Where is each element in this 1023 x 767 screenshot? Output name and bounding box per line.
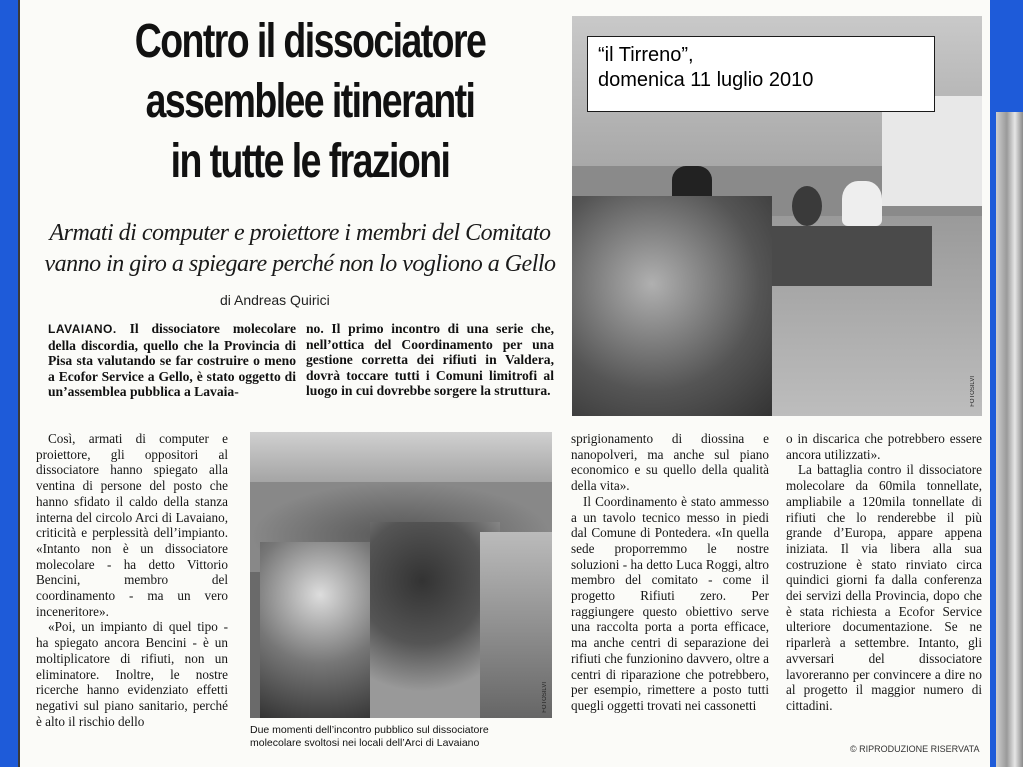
body-paragraph: Il Coordinamento è stato ammesso a un tavolo tecnico messo in piedi dal Comune di Pontedera. «In quella sede proporremmo le nostre soluzioni - ha detto Luca Roggi, altro membro del comitato - come il progetto Rifiuti zero. Per raggiungere questo obiettivo serve una raccolta porta a porta efficace, ma anche centri di separazione dei rifiuti che funzionino davvero, oltre a centri di riparazione che potrebbero, per esempio, rimettere a posto tutti quegli oggetti trovati nei cassonetti: [571, 493, 769, 713]
headline-line-1: Contro il dissociatore: [134, 15, 486, 68]
subheadline-line-2: vanno in giro a spiegare perché non lo vogliono a Gello: [44, 251, 556, 277]
photo-caption: [250, 724, 560, 750]
body-paragraph: «Poi, un impianto di quel tipo - ha spiegato ancora Bencini - è un moltiplicatore di rifiuti, non un eliminatore. Inoltre, le nostre ricerche hanno evidenziato effetti negativi sul piano sanitario, perché è alto il rischio dello: [36, 619, 228, 729]
photo-audience: [250, 432, 552, 718]
lead-kicker: LAVAIANO.: [48, 322, 117, 336]
slide-right-border: [990, 0, 1023, 767]
lead-text-1: Il dissociatore molecolare della discordia, quello che la Provincia di Pisa sta valutando se far costruire o meno a Ecofor Service a Gello, è stato oggetto di un’assemblea pubblica a Lavaia-: [48, 321, 296, 400]
lead-paragraph-col2: [306, 321, 554, 399]
photo-credit-1: FOTOSILVI: [970, 376, 976, 407]
body-paragraph: La battaglia contro il dissociatore molecolare da 60mila tonnellate, ampliabile a 120mila tonnellate di rifiuti che lo renderebbe il più grande d’Europa, appare appena iniziata. Il via libera alla sua costruzione è stato rinviato circa quindici giorni fa dalla conferenza dei servizi della Provincia, dopo che è stata richiesta a Ecofor Service ulteriore documentazione. Se ne riparlerà a settembre. Intanto, gli avversari del dissociatore lavoreranno per convincere a dire no al progetto il maggior numero di cittadini.: [786, 462, 982, 713]
lead-paragraph-col1: [48, 321, 296, 400]
body-paragraph: Così, armati di computer e proiettore, gli oppositori al dissociatore hanno spiegato alla ventina di persone del posto che hanno sfidato il caldo della stanza interna del circolo Arci di Lavaiano, criticità e perplessità dell’impianto. «Intanto non è un dissociatore molecolare - ha detto Vittorio Bencini, membro del coordinamento - ma un vero inceneritore».: [36, 431, 228, 619]
byline: di Andreas Quirici: [220, 292, 330, 308]
newspaper-clipping: [18, 0, 990, 767]
body-paragraph: sprigionamento di diossina e nanopolveri, ma anche sul piano economico e su quello della qualità della vita».: [571, 431, 769, 494]
source-callout: [587, 36, 935, 112]
body-column-1: [36, 431, 228, 729]
headline: [115, 12, 505, 192]
headline-line-2: assemblee itineranti: [145, 75, 475, 128]
caption-line-2: molecolare svoltosi nei locali dell’Arci di Lavaiano: [250, 737, 480, 749]
headline-line-3: in tutte le frazioni: [170, 135, 450, 188]
lead-text-2: no. Il primo incontro di una serie che, nell’ottica del Coordinamento per una gestione corretta dei rifiuti in Valdera, dovrà toccare tutti i Comuni limitrofi al luogo in cui dovrebbe sorgere la struttura.: [306, 321, 554, 399]
body-paragraph: o in discarica che potrebbero essere ancora utilizzati».: [786, 431, 982, 462]
body-column-4: [786, 431, 982, 714]
body-column-3: [571, 431, 769, 714]
subheadline-line-1: Armati di computer e proiettore i membri del Comitato: [49, 220, 551, 246]
source-date: domenica 11 luglio 2010: [598, 69, 814, 91]
source-newspaper: “il Tirreno”,: [598, 44, 694, 66]
photo-credit-2: FOTOSILVI: [542, 682, 548, 713]
subheadline: [40, 218, 560, 280]
caption-line-1: Due momenti dell’incontro pubblico sul dissociatore: [250, 724, 489, 736]
decorative-strip: [996, 112, 1023, 767]
copyright-notice: © RIPRODUZIONE RISERVATA: [850, 744, 980, 754]
